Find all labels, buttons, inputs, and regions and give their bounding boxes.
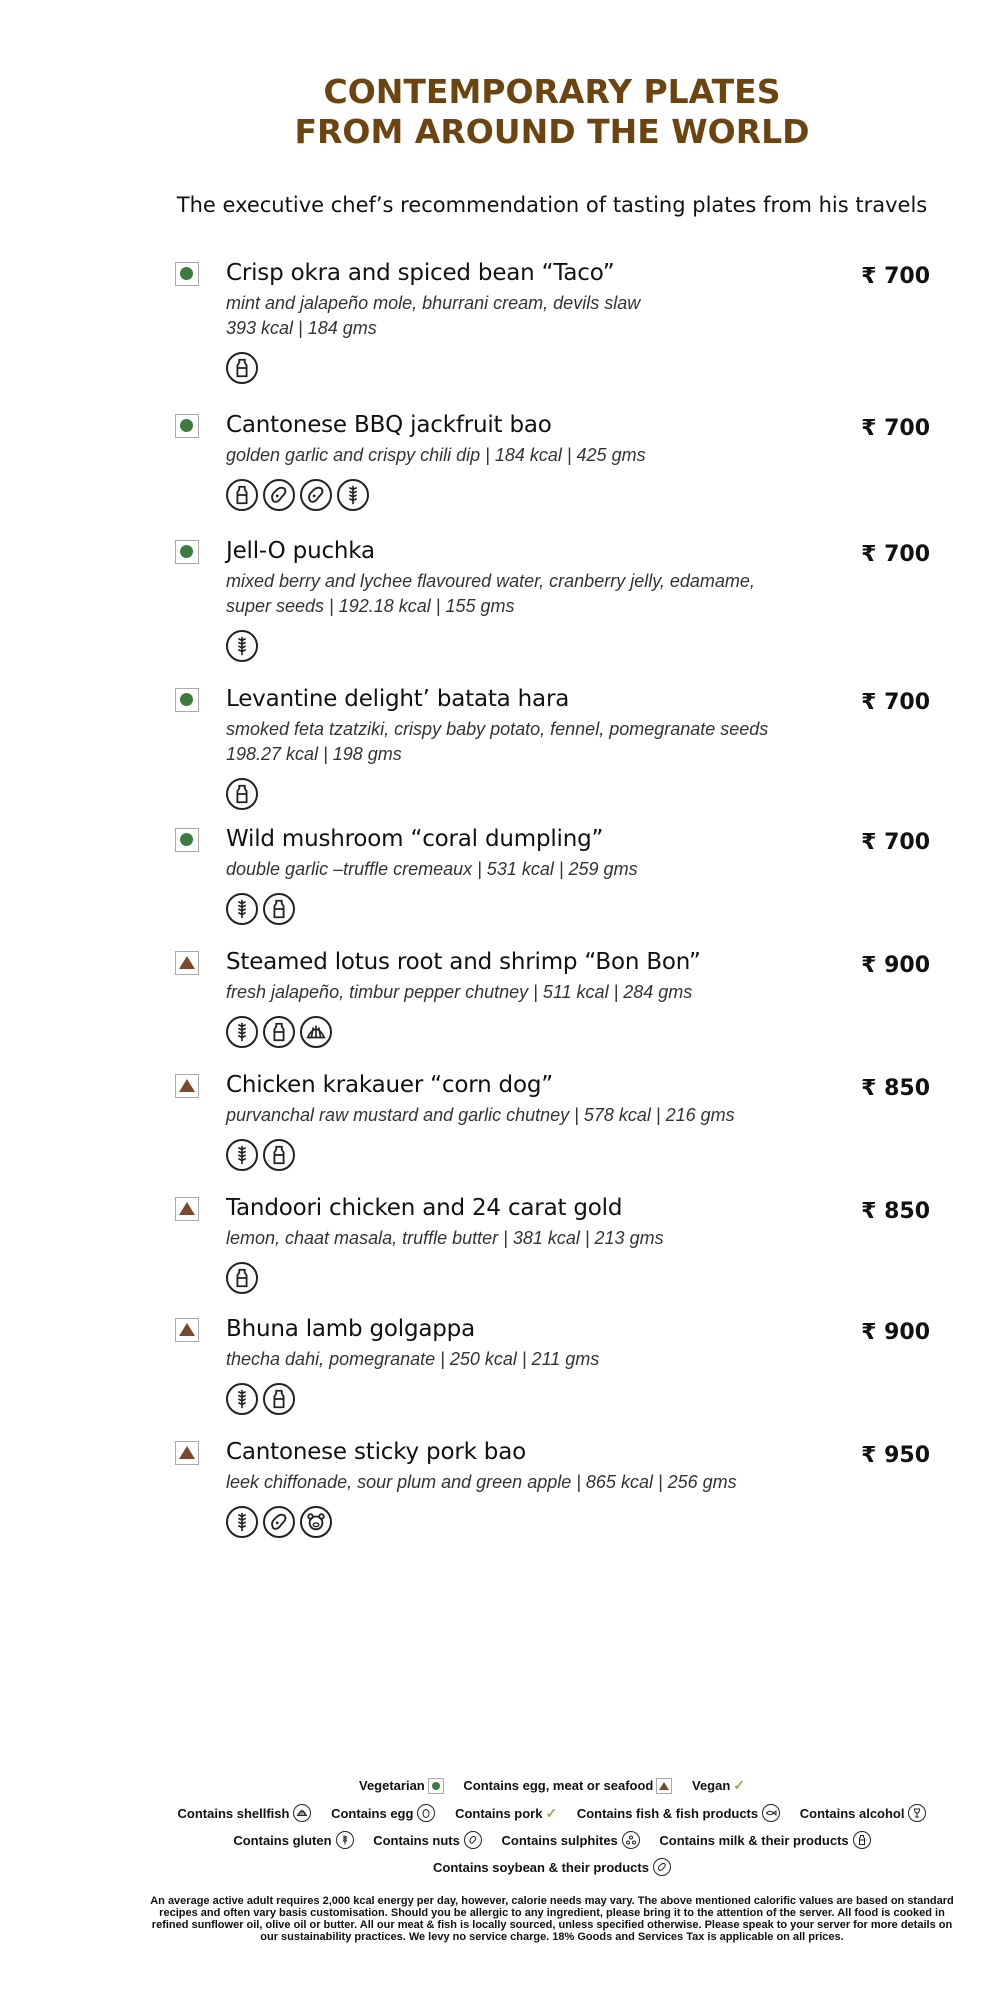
veg-mark-icon <box>428 1778 444 1794</box>
nonveg-mark-icon <box>175 1318 199 1342</box>
title-line-2: FROM AROUND THE WORLD <box>294 112 810 151</box>
allergen-icons <box>226 630 258 662</box>
legend-row-3 <box>0 1831 1004 1849</box>
soybean-icon <box>263 479 295 511</box>
item-description <box>226 857 846 882</box>
alcohol-icon <box>908 1804 926 1822</box>
allergen-icons <box>226 893 295 925</box>
milk-icon <box>226 778 258 810</box>
legend-vegan: Vegan ✓ <box>691 1777 746 1793</box>
vegan-leaf-icon: ✓ <box>733 1777 746 1793</box>
item-description <box>226 1103 846 1128</box>
item-name: Cantonese BBQ jackfruit bao <box>226 412 552 438</box>
gluten-icon <box>226 1383 258 1415</box>
milk-icon <box>226 479 258 511</box>
legend-sulphites: Contains sulphites <box>501 1831 639 1849</box>
item-description-line: lemon, chaat masala, truffle butter | 381 kcal | 213 gms <box>226 1228 664 1248</box>
item-description <box>226 569 846 619</box>
item-description <box>226 291 846 341</box>
title-line-1: CONTEMPORARY PLATES <box>323 72 781 111</box>
item-price: ₹ 950 <box>861 1443 930 1468</box>
legend-row-2 <box>0 1804 1004 1822</box>
gluten-icon <box>226 630 258 662</box>
milk-icon <box>263 1016 295 1048</box>
item-description-line: mixed berry and lychee flavoured water, cranberry jelly, edamame, <box>226 571 755 591</box>
item-name: Crisp okra and spiced bean “Taco” <box>226 260 615 286</box>
item-description <box>226 1470 846 1495</box>
legend-egg: Contains egg <box>331 1804 435 1822</box>
legend-pork: Contains pork ✓ <box>455 1804 558 1821</box>
gluten-icon <box>226 1016 258 1048</box>
legend-row-4 <box>0 1858 1004 1876</box>
item-name: Wild mushroom “coral dumpling” <box>226 826 604 852</box>
legend-gluten: Contains gluten <box>233 1831 353 1849</box>
pork-icon <box>300 1506 332 1538</box>
item-description-line: thecha dahi, pomegranate | 250 kcal | 211 gms <box>226 1349 600 1369</box>
soybean-icon <box>300 479 332 511</box>
allergen-icons <box>226 1383 295 1415</box>
item-description <box>226 980 846 1005</box>
item-name: Tandoori chicken and 24 carat gold <box>226 1195 623 1221</box>
gluten-icon <box>337 479 369 511</box>
allergen-icons <box>226 1139 295 1171</box>
item-name: Bhuna lamb golgappa <box>226 1316 475 1342</box>
veg-mark-icon <box>175 540 199 564</box>
item-description-line: purvanchal raw mustard and garlic chutney | 578 kcal | 216 gms <box>226 1105 735 1125</box>
allergen-icons <box>226 1262 258 1294</box>
soybean-icon <box>653 1858 671 1876</box>
item-description-line: mint and jalapeño mole, bhurrani cream, devils slaw <box>226 293 641 313</box>
allergen-icons <box>226 1506 332 1538</box>
fish-icon <box>762 1804 780 1822</box>
milk-icon <box>263 1139 295 1171</box>
gluten-icon <box>336 1831 354 1849</box>
gluten-icon <box>226 893 258 925</box>
legend-milk: Contains milk & their products <box>659 1831 870 1849</box>
item-description-line: 393 kcal | 184 gms <box>226 318 377 338</box>
item-name: Levantine delight’ batata hara <box>226 686 570 712</box>
item-description-line: golden garlic and crispy chili dip | 184 kcal | 425 gms <box>226 445 646 465</box>
item-price: ₹ 700 <box>861 542 930 567</box>
item-price: ₹ 850 <box>861 1076 930 1101</box>
legend-row-1 <box>0 1777 1004 1794</box>
item-description-line: smoked feta tzatziki, crispy baby potato, fennel, pomegranate seeds <box>226 719 769 739</box>
sulphite-icon <box>622 1831 640 1849</box>
nut-icon <box>464 1831 482 1849</box>
item-description-line: 198.27 kcal | 198 gms <box>226 744 402 764</box>
item-description <box>226 1226 846 1251</box>
soybean-icon <box>263 1506 295 1538</box>
item-description <box>226 717 846 767</box>
legend-vegetarian: Vegetarian <box>359 1778 444 1794</box>
item-description-line: double garlic –truffle cremeaux | 531 kcal | 259 gms <box>226 859 638 879</box>
item-description <box>226 1347 846 1372</box>
nonveg-mark-icon <box>175 951 199 975</box>
item-price: ₹ 900 <box>861 1320 930 1345</box>
item-description-line: fresh jalapeño, timbur pepper chutney | 511 kcal | 284 gms <box>226 982 693 1002</box>
item-description-line: super seeds | 192.18 kcal | 155 gms <box>226 596 515 616</box>
shellfish-icon <box>300 1016 332 1048</box>
milk-icon <box>263 1383 295 1415</box>
veg-mark-icon <box>175 414 199 438</box>
milk-icon <box>263 893 295 925</box>
nonveg-mark-icon <box>175 1074 199 1098</box>
page-title <box>0 72 1004 152</box>
item-price: ₹ 700 <box>861 830 930 855</box>
milk-icon <box>853 1831 871 1849</box>
item-name: Chicken krakauer “corn dog” <box>226 1072 553 1098</box>
item-name: Jell-O puchka <box>226 538 375 564</box>
fine-print: An average active adult requires 2,000 kcal energy per day, however, calorie needs may vary. The above mentioned calorific values are based on standard recipes and often vary basis customisation. Should you be allergic to any ingredient, please bring it to the attention of the server. All food is cooked in refined sunflower oil, olive oil or butter. All our meat & fish is locally sourced, unless specified otherwise. Please speak to your server for more details on our sustainability practices. We levy no service charge. 18% Goods and Services Tax is applicable on all prices. <box>150 1895 954 1943</box>
legend-alcohol: Contains alcohol <box>800 1804 927 1822</box>
egg-icon <box>417 1804 435 1822</box>
allergen-icons <box>226 1016 332 1048</box>
item-description <box>226 443 846 468</box>
item-name: Cantonese sticky pork bao <box>226 1439 526 1465</box>
item-price: ₹ 850 <box>861 1199 930 1224</box>
allergen-icons <box>226 479 369 511</box>
item-name: Steamed lotus root and shrimp “Bon Bon” <box>226 949 701 975</box>
legend-shellfish: Contains shellfish <box>178 1804 312 1822</box>
item-price: ₹ 700 <box>861 416 930 441</box>
page-subtitle: The executive chef’s recommendation of tasting plates from his travels <box>176 193 928 217</box>
legend-nuts: Contains nuts <box>373 1831 482 1849</box>
item-price: ₹ 700 <box>861 690 930 715</box>
milk-icon <box>226 1262 258 1294</box>
legend-nonveg: Contains egg, meat or seafood <box>463 1778 672 1794</box>
veg-mark-icon <box>175 688 199 712</box>
shellfish-icon <box>293 1804 311 1822</box>
veg-mark-icon <box>175 828 199 852</box>
milk-icon <box>226 352 258 384</box>
allergen-icons <box>226 352 258 384</box>
item-price: ₹ 900 <box>861 953 930 978</box>
veg-mark-icon <box>175 262 199 286</box>
allergen-icons <box>226 778 258 810</box>
legend-fish: Contains fish & fish products <box>577 1804 780 1822</box>
nonveg-mark-icon <box>656 1778 672 1794</box>
gluten-icon <box>226 1139 258 1171</box>
pork-small-icon: ✓ <box>545 1804 558 1821</box>
nonveg-mark-icon <box>175 1441 199 1465</box>
gluten-icon <box>226 1506 258 1538</box>
item-price: ₹ 700 <box>861 264 930 289</box>
nonveg-mark-icon <box>175 1197 199 1221</box>
legend-soybean: Contains soybean & their products <box>433 1858 671 1876</box>
item-description-line: leek chiffonade, sour plum and green apple | 865 kcal | 256 gms <box>226 1472 737 1492</box>
